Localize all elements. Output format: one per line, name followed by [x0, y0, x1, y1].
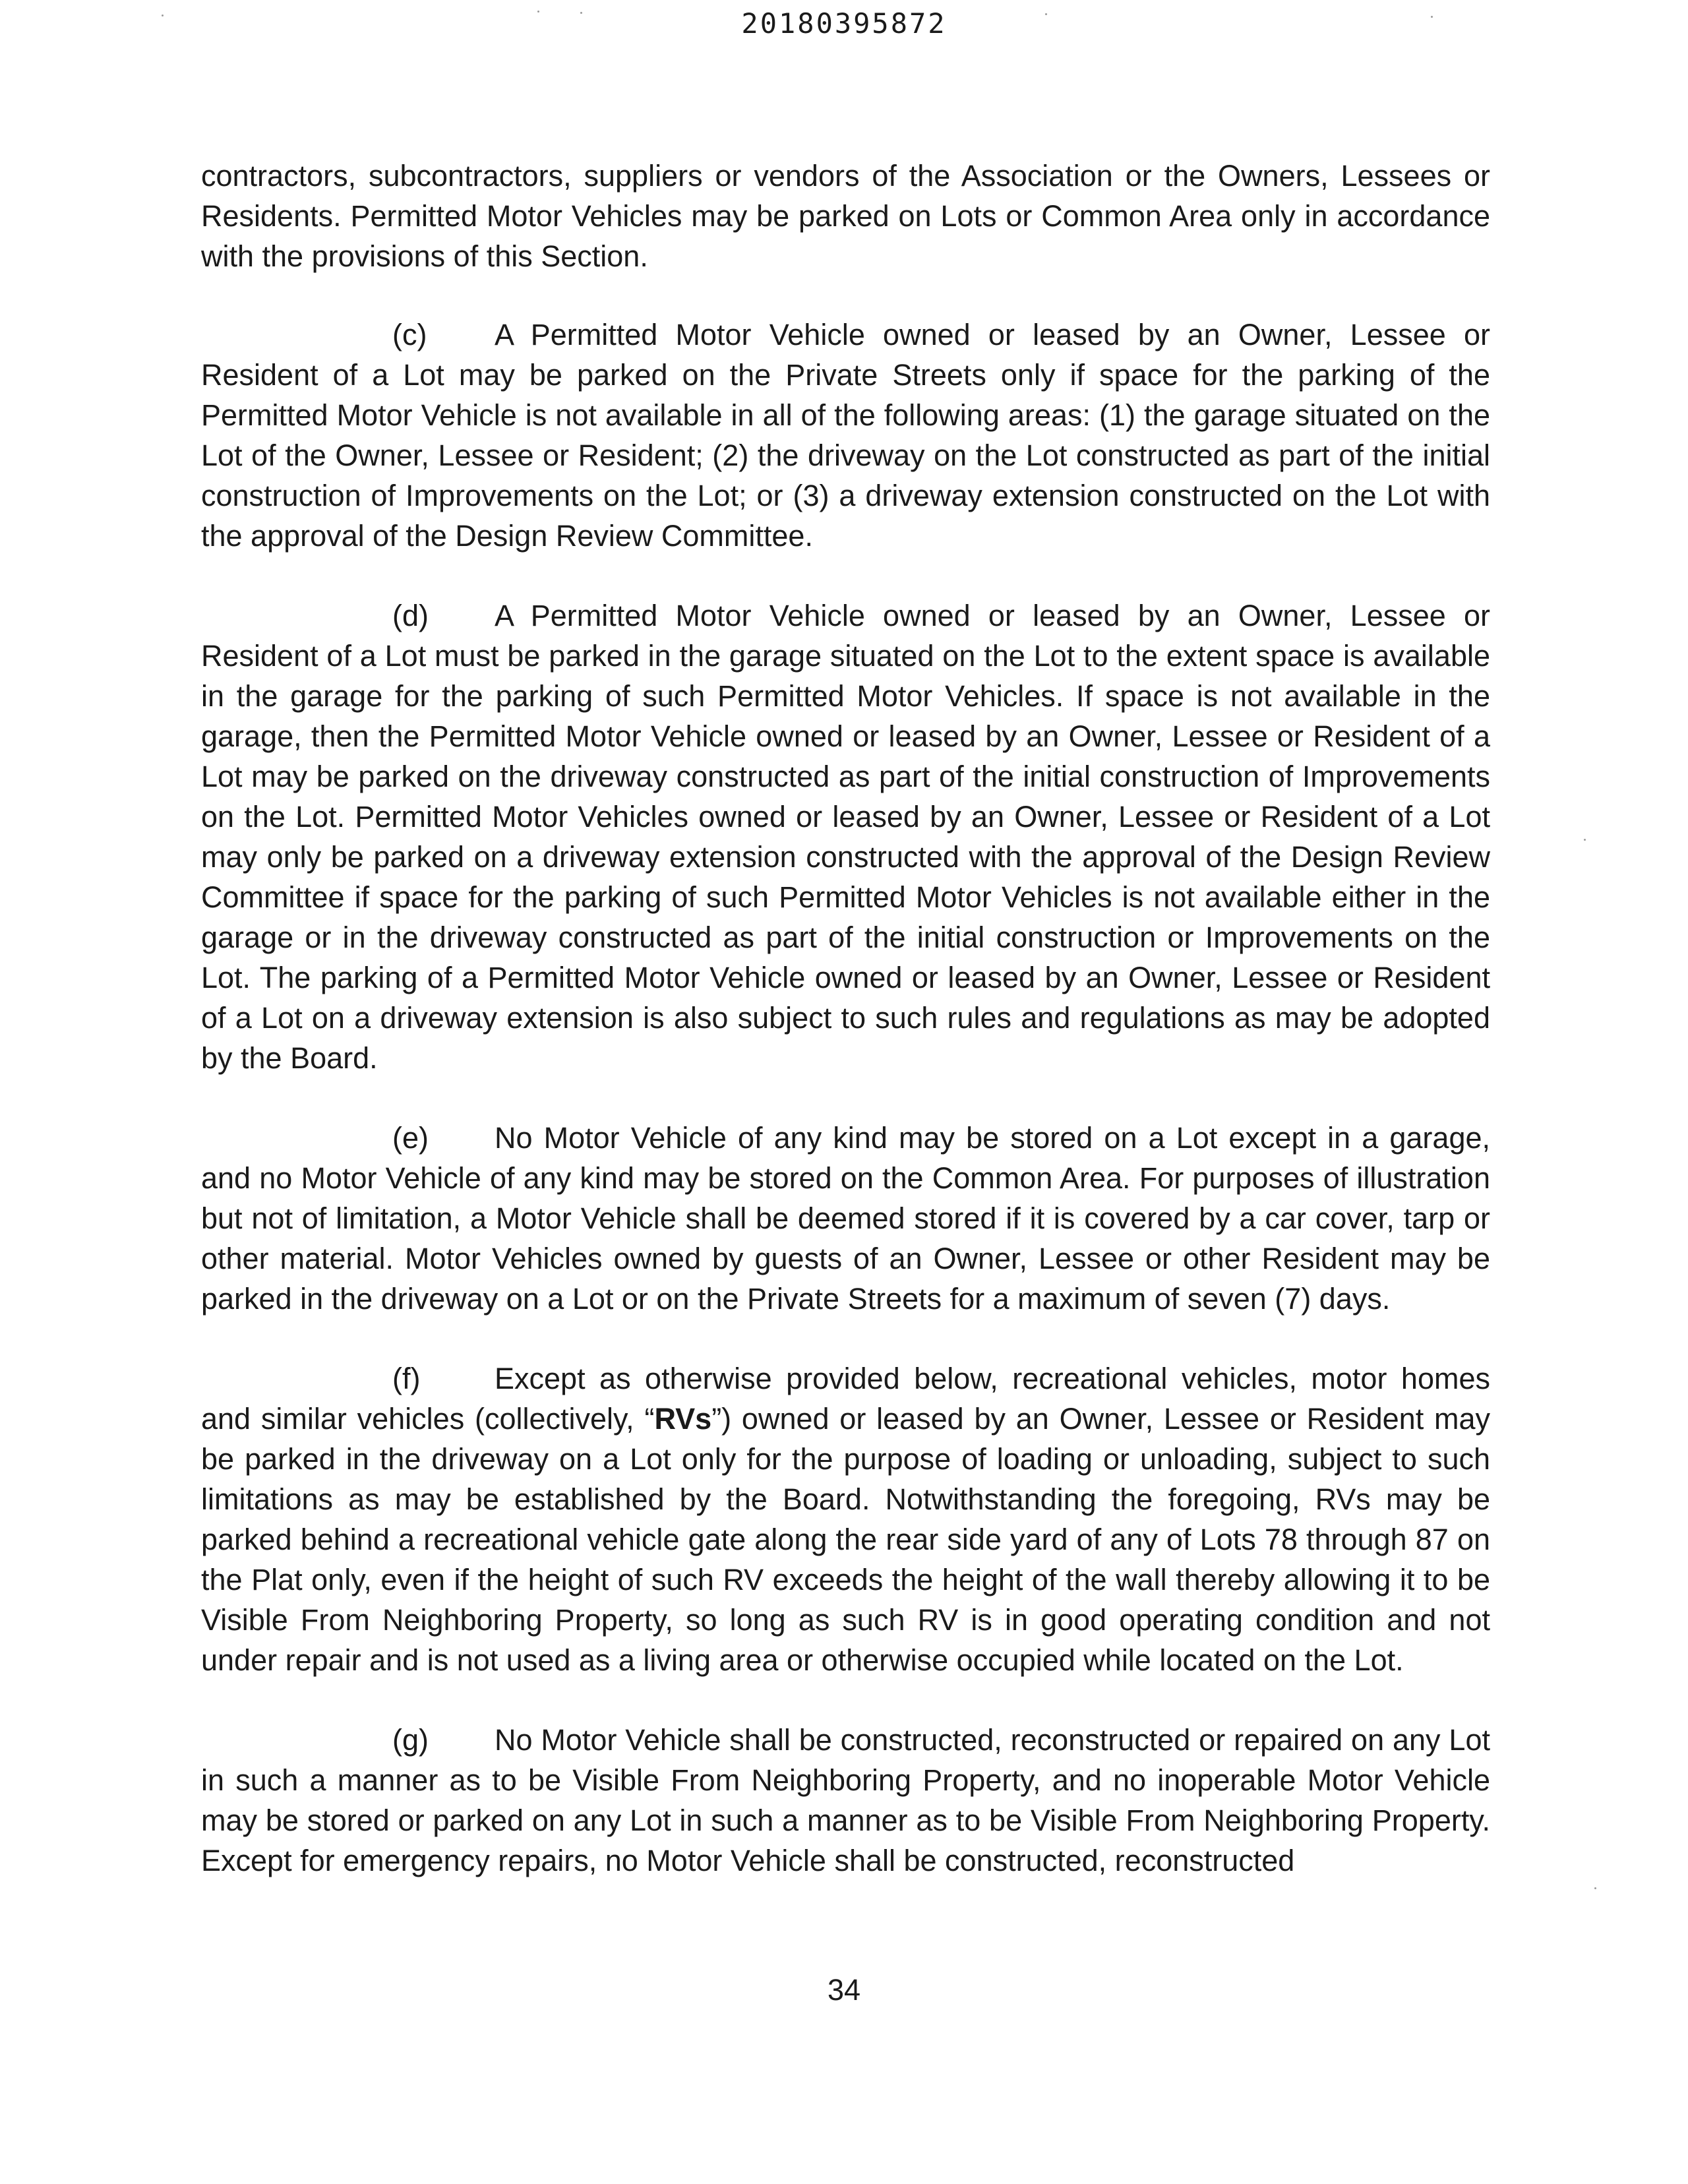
document-number: 20180395872: [741, 7, 947, 40]
paragraph-f: [201, 1358, 1490, 1680]
scan-artifact: [1431, 16, 1433, 18]
paragraph-g: [201, 1720, 1490, 1881]
paragraph-label-g: (g): [392, 1723, 429, 1757]
scan-artifact: [580, 12, 582, 14]
scan-artifact: [1045, 13, 1047, 15]
scan-artifact: [1594, 1887, 1596, 1889]
paragraph-text-e: No Motor Vehicle of any kind may be stored on a Lot except in a garage, and no Motor Vehicle of any kind may be stored on the Common Area. For purposes of illustration but not of limitation, a Motor Vehicle shall be deemed stored if it is covered by a car cover, tarp or other material. Motor Vehicles owned by guests of an Owner, Lessee or other Resident may be parked in the driveway on a Lot or on the Private Streets for a maximum of seven (7) days.: [201, 1121, 1490, 1316]
paragraph-label-f: (f): [392, 1362, 421, 1395]
paragraph-label-c: (c): [392, 318, 427, 351]
scan-artifact: [537, 11, 539, 13]
paragraph-continued: contractors, subcontractors, suppliers or vendors of the Association or the Owners, Lessees or Residents. Permitted Motor Vehicles may be parked on Lots or Common Area only in accordance with the provisions of this Section.: [201, 159, 1490, 273]
paragraph-d: [201, 595, 1490, 1078]
scan-artifact: [1584, 839, 1586, 841]
paragraph-label-d: (d): [392, 599, 429, 632]
scan-artifact: [162, 15, 164, 16]
paragraph-text-f-after: ”) owned or leased by an Owner, Lessee or Resident may be parked in the driveway on a Lot only for the purpose of loading or unloading, subject to such limitations as may be established by the Board. Notwithstanding the foregoing, RVs may be parked behind a recreational vehicle gate along the rear side yard of any of Lots 78 through 87 on the Plat only, even if the height of such RV exceeds the height of the wall thereby allowing it to be Visible From Neighboring Property, so long as such RV is in good operating condition and not under repair and is not used as a living area or otherwise occupied while located on the Lot.: [201, 1402, 1490, 1677]
paragraph-label-e: (e): [392, 1121, 429, 1155]
paragraph-text-f-before: Except as otherwise provided below, recreational vehicles, motor homes and similar vehicles (collectively, “: [201, 1362, 1490, 1436]
defined-term-rvs: RVs: [654, 1402, 712, 1436]
paragraph-text-d: A Permitted Motor Vehicle owned or leased by an Owner, Lessee or Resident of a Lot must be parked in the garage situated on the Lot to the extent space is available in the garage for the parking of such Permitted Motor Vehicles. If space is not available in the garage, then the Permitted Motor Vehicle owned or leased by an Owner, Lessee or Resident of a Lot may be parked on the driveway constructed as part of the initial construction of Improvements on the Lot. Permitted Motor Vehicles owned or leased by an Owner, Lessee or Resident of a Lot may only be parked on a driveway extension constructed with the approval of the Design Review Committee if space for the parking of such Permitted Motor Vehicles is not available either in the garage or in the driveway constructed as part of the initial construction or Improvements on the Lot. The parking of a Permitted Motor Vehicle owned or leased by an Owner, Lessee or Resident of a Lot on a driveway extension is also subject to such rules and regulations as may be adopted by the Board.: [201, 599, 1490, 1075]
page-number: 34: [827, 1973, 861, 2007]
paragraph-text-g: No Motor Vehicle shall be constructed, reconstructed or repaired on any Lot in such a manner as to be Visible From Neighboring Property, and no inoperable Motor Vehicle may be stored or parked on any Lot in such a manner as to be Visible From Neighboring Property. Except for emergency repairs, no Motor Vehicle shall be constructed, reconstructed: [201, 1723, 1490, 1877]
document-body: [201, 156, 1490, 1920]
paragraph-text-c: A Permitted Motor Vehicle owned or leased by an Owner, Lessee or Resident of a Lot may be parked on the Private Streets only if space for the parking of the Permitted Motor Vehicle is not available in all of the following areas: (1) the garage situated on the Lot of the Owner, Lessee or Resident; (2) the driveway on the Lot constructed as part of the initial construction of Improvements on the Lot; or (3) a driveway extension constructed on the Lot with the approval of the Design Review Committee.: [201, 318, 1490, 553]
paragraph-e: [201, 1118, 1490, 1319]
paragraph-c: [201, 315, 1490, 556]
